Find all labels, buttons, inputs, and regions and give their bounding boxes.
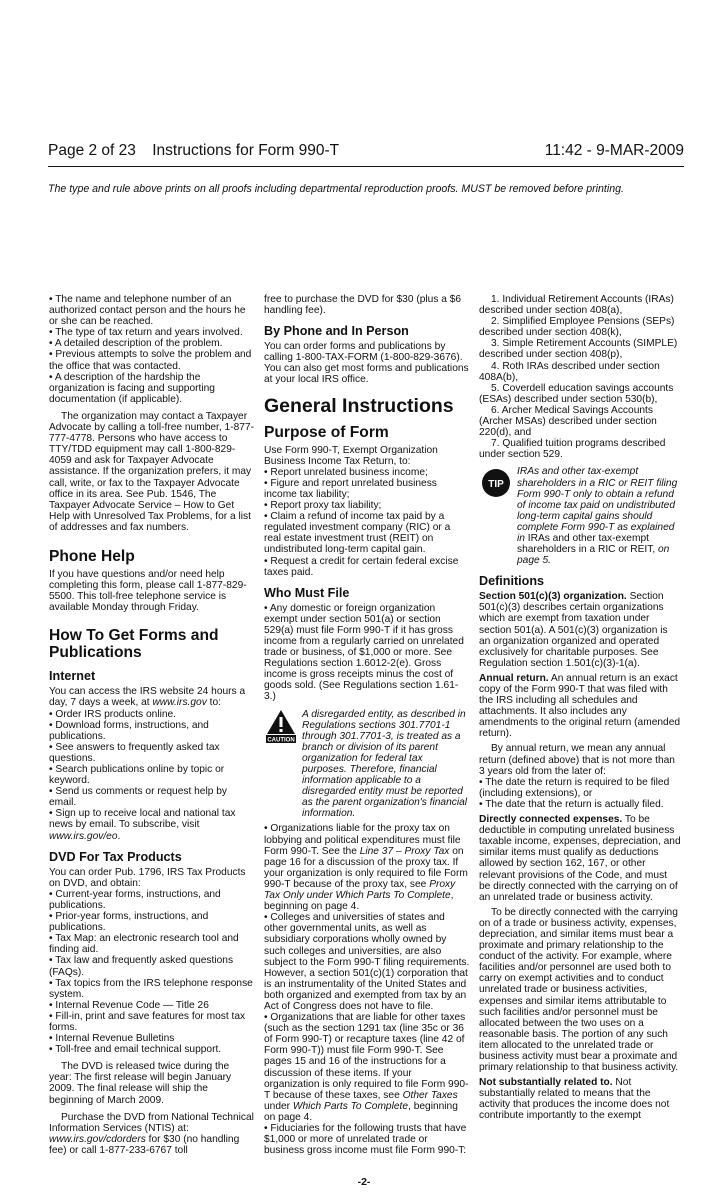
section-heading: Phone Help — [49, 547, 135, 565]
bullet: • Tax law and frequently asked questions (FAQs). — [49, 955, 234, 978]
bullet: • Toll-free and email technical support. — [49, 1044, 222, 1056]
bullet: • Report unrelated business income; — [264, 466, 428, 478]
bullet: • A description of the hardship the organization is facing and supporting documentation (if applicable). — [49, 371, 215, 405]
subsection-heading: Who Must File — [264, 585, 350, 600]
bullet: • Report proxy tax liability; — [264, 500, 382, 512]
list-item: 7. Qualified tuition programs described under section 529. — [479, 438, 666, 461]
subsection-heading: Internet — [49, 669, 96, 684]
bullet: • Fill-in, print and save features for most tax forms. — [49, 1010, 246, 1033]
bullet: • Prior-year forms, instructions, and publications. — [49, 911, 209, 934]
bullet: • Previous attempts to solve the problem and the office that was contacted. — [49, 349, 252, 372]
irs-eo-link[interactable]: www.irs.gov/eo — [49, 830, 118, 842]
page-number: -2- — [357, 1176, 371, 1188]
section-heading: Purpose of Form — [264, 423, 389, 441]
bullet: • Send us comments or request help by email. — [49, 786, 227, 809]
definition: Directly connected expenses. To be deductible in computing unrelated business taxable income, expenses, depreciation, and similar items must qualify as deductions allowed by section 162, 167, or other relevant provisions of the Code, and must be directly connected with the carrying on of an unrelated trade or business activity. — [479, 814, 681, 903]
tip-text: IRAs and other tax-exempt shareholders in a RIC or REIT filing Form 990-T only to obtain a refund of income tax paid on undistributed long-term capital gains should complete Form 990-T as explained in IRAs and other tax-exempt shareholders in a RIC or REIT, on page 5. — [517, 466, 678, 567]
running-header — [48, 142, 684, 160]
bullet: • The date that the return is actually filed. — [479, 798, 664, 810]
bullet: • Colleges and universities of states and other governmental units, as well as subsidiary corporations wholly owned by such colleges and universities, are also subject to the Form 990-T filing requirements. However, a section 501(c)(1) corporation that is an instrumentality of the United States and both organized and exempted from tax by an Act of Congress does not have to file. — [264, 912, 470, 1012]
proof-note: The type and rule above prints on all proofs including departmental reproduction proofs. MUST be removed before printing. — [48, 183, 624, 195]
paragraph: By annual return, we mean any annual return (defined above) that is not more than 3 years old from the later of: — [479, 743, 675, 777]
caution-icon — [266, 709, 296, 743]
subsection-heading: Definitions — [479, 574, 545, 589]
bullet: • Organizations that are liable for other taxes (such as the section 1291 tax (line 35c or 36 of Form 990-T) or recapture taxes (line 42 of Form 990-T)) must file Form 990-T. See pages 15 and 16 of the instructions for a discussion of these items. If your organization is only required to file Form 990-T because of these taxes, see Other Taxes under Which Parts To Complete, beginning on page 4. — [264, 1012, 469, 1123]
list-item: 1. Individual Retirement Accounts (IRAs) described under section 408(a), — [479, 294, 674, 317]
paragraph: If you have questions and/or need help completing this form, please call 1-877-829-5500. This toll-free telephone service is available Monday through Friday. — [49, 568, 247, 614]
column-2 — [264, 294, 470, 1156]
bullet: • Any domestic or foreign organization exempt under section 501(a) or section 529(a) must file Form 990-T if it has gross income from a regularly carried on unrelated trade or business, of $1,000 or more. See Regulations section 1.6012-2(e). Gross income is gross receipts minus the cost of goods sold. (See Regulations section 1.61-3.) — [264, 602, 464, 703]
tip-icon — [481, 466, 511, 500]
paragraph: The organization may contact a Taxpayer Advocate by calling a toll-free number, 1-877-777-4778. Persons who have access to TTY/TDD equipment may call 1-800-829-4059 and ask for Taxpayer Advocate assistance. If the organization prefers, it may call, write, or fax to the Taxpayer Advocate office in its area. See Pub. 1546, The Taxpayer Advocate Service – How to Get Help with Unresolved Tax Problems, for a list of addresses and fax numbers. — [49, 410, 254, 533]
paragraph: You can order Pub. 1796, IRS Tax Products on DVD, and obtain: — [49, 866, 246, 889]
paragraph: free to purchase the DVD for $30 (plus a $6 handling fee). — [264, 294, 462, 317]
bullet: • Order IRS products online. — [49, 708, 177, 720]
bullet: • Organizations liable for the proxy tax on lobbying and political expenditures must file Form 990-T. See the Line 37 – Proxy Tax on page 16 for a discussion of the proxy tax. If your organization is only required to file Form 990-T because of the proxy tax, see Proxy Tax Only under Which Parts To Complete, beginning on page 4. — [264, 823, 468, 913]
bullet: • Figure and report unrelated business income tax liability; — [264, 477, 437, 500]
column-3 — [479, 294, 681, 1122]
definition: Annual return. An annual return is an exact copy of the Form 990-T that was filed with the IRS including all schedules and attachments. It also includes any amendments to the original return (amended return). — [479, 672, 681, 740]
caution-text: A disregarded entity, as described in Regulations sections 301.7701-1 through 301.7701-3, is treated as a branch or division of its parent organization for federal tax purposes. Therefore, financial information applicable to a disregarded entity must be reported as the parent organization's financial information. — [302, 708, 468, 820]
cdorders-link[interactable]: www.irs.gov/cdorders — [49, 1133, 146, 1145]
bullet: • See answers to frequently asked tax questions. — [49, 741, 220, 764]
paragraph: You can order forms and publications by calling 1-800-TAX-FORM (1-800-829-3676). You can also get most forms and publications at your local IRS office. — [264, 341, 469, 386]
bullet: • Download forms, instructions, and publications. — [49, 719, 209, 742]
subsection-heading: DVD For Tax Products — [49, 849, 182, 864]
bullet: • Current-year forms, instructions, and publications. — [49, 888, 221, 911]
list-item: 2. Simplified Employee Pensions (SEPs) described under section 408(k), — [479, 316, 675, 339]
bullet: • Search publications online by topic or keyword. — [49, 764, 225, 787]
list-item: 4. Roth IRAs described under section 408A(b), — [479, 360, 660, 383]
bullet: • The type of tax return and years involved. — [49, 327, 243, 339]
section-heading: How To Get Forms and Publications — [49, 627, 219, 662]
bullet: • Tax Map: an electronic research tool and finding aid. — [49, 933, 239, 956]
paragraph: The DVD is released twice during the year: The first release will begin January 2009. The final release will ship the beginning of March 2009. — [49, 1061, 232, 1106]
tip-note — [479, 466, 681, 566]
irs-website-link[interactable]: www.irs.gov — [152, 697, 207, 709]
list-item: 3. Simple Retirement Accounts (SIMPLE) described under section 408(p), — [479, 338, 678, 361]
page-indicator: Page 2 of 23 — [48, 142, 136, 159]
document-title: Instructions for Form 990-T — [152, 142, 340, 159]
bullet: • Internal Revenue Bulletins — [49, 1033, 175, 1045]
header-rule — [48, 166, 684, 167]
paragraph: You can access the IRS website 24 hours a day, 7 days a week, at www.irs.gov to: — [49, 686, 246, 709]
svg-text:TIP: TIP — [488, 479, 504, 491]
print-timestamp: 11:42 - 9-MAR-2009 — [544, 142, 684, 159]
bullet: • A detailed description of the problem. — [49, 338, 223, 350]
list-item: 6. Archer Medical Savings Accounts (Archer MSAs) described under section 220(d), and — [479, 404, 657, 439]
subsection-heading: By Phone and In Person — [264, 324, 409, 339]
paragraph: Purchase the DVD from National Technical Information Services (NTIS) at: www.irs.gov/cdorders for $30 (no handling fee) or call 1-877-233-6767 toll — [49, 1111, 254, 1156]
bullet: • The name and telephone number of an authorized contact person and the hours he or she can be reached. — [49, 294, 246, 328]
bullet: • The date the return is required to be filed (including extensions), or — [479, 776, 670, 799]
major-heading: General Instructions — [264, 394, 454, 417]
column-1 — [49, 294, 254, 1156]
definition: Not substantially related to. Not substantially related to means that the activity that produces the income does not contribute importantly to the exempt — [479, 1077, 670, 1122]
definition: Section 501(c)(3) organization. Section 501(c)(3) describes certain organizations which are exempt from taxation under section 501(a). A 501(c)(3) organization is an organization organized and operated exclusively for charitable purposes. See Regulation section 1.501(c)(3)-1(a). — [479, 591, 668, 669]
bullet: • Fiduciaries for the following trusts that have $1,000 or more of unrelated trade or business gross income must file Form 990-T: — [264, 1123, 467, 1157]
bullet: • Tax topics from the IRS telephone response system. — [49, 977, 253, 1000]
list-item: 5. Coverdell education savings accounts (ESAs) described under section 530(b), — [479, 382, 674, 405]
bullet: • Request a credit for certain federal excise taxes paid. — [264, 555, 459, 578]
svg-text:CAUTION: CAUTION — [267, 737, 295, 743]
paragraph: Use Form 990-T, Exempt Organization Business Income Tax Return, to: — [264, 444, 438, 467]
bullet: • Internal Revenue Code — Title 26 — [49, 999, 209, 1011]
caution-note — [264, 709, 470, 820]
bullet: • Sign up to receive local and national tax news by email. To subscribe, visit www.irs.gov/eo. — [49, 808, 236, 842]
bullet: • Claim a refund of income tax paid by a regulated investment company (RIC) or a real estate investment trust (REIT) on undistributed long-term capital gain. — [264, 511, 451, 556]
paragraph: To be directly connected with the carrying on of a trade or business activity, expenses, depreciation, and similar items must bear a proximate and primary relationship to the conduct of the activity. For example, where facilities and/or personnel are used both to carry on exempt activities and to conduct unrelated trade or business activities, expenses and similar items attributable to such facilities and/or personnel must be allocated between the two uses on a reasonable basis. The portion of any such item allocated to the unrelated trade or business activity must bear a proximate and primary relationship to that business activity. — [479, 906, 679, 1074]
